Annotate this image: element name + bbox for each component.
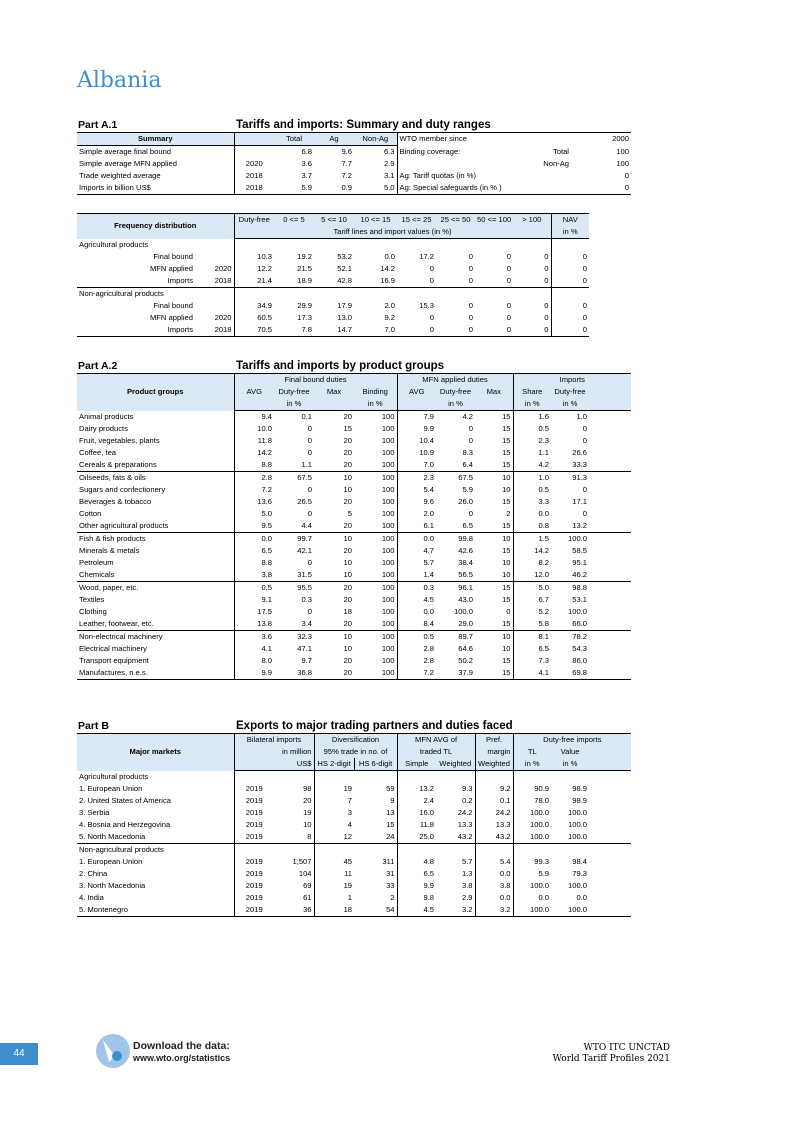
group-row: Non-agricultural products	[77, 844, 631, 857]
frequency-table: Frequency distribution Duty-free 0 <= 5 5 <= 10 10 <= 15 15 <= 25 25 <= 50 50 <= 100 > 100 NAV Tariff lines and import values (in %) in % Agricultural products Final bound 10.3 19.2 53.2 0.0 17.2 0 0 0 0 MFN applied 2020 12.2 21.5 52.1 14.2 0 0 0 0 0 Imports 2018 21.4 18.9 42.8 16.9 0 0 0 0 0 Non-agricultural products Final bound 34.9 29.9 17.9 2.0 15.3 0 0 0 0 MFN applied 2020 60.5 17.3 13.0 9.2 0 0 0 0 0 Imports 2018 70.5 7.8 14.7 7.0 0 0 0 0 0	[77, 213, 631, 337]
product-group-row: Beverages & tobacco 13.6 26.5 20 100 9.6 26.0 15 3.3 17.1	[79, 497, 588, 507]
frequency-row: Imports 2018 21.4 18.9 42.8 16.9 0 0 0 0 0	[77, 275, 631, 288]
frequency-row: MFN applied 2020 12.2 21.5 52.1 14.2 0 0 0 0 0	[149, 264, 587, 274]
col-total: Total	[274, 133, 314, 146]
frequency-row: Imports 2018 70.5 7.8 14.7 7.0 0 0 0 0 0	[77, 324, 631, 337]
product-group-row: Manufactures, n.e.s. 9.9 36.8 20 100 7.2 37.9 15 4.1 69.8	[77, 667, 631, 680]
market-row: 2. United States of America 2019 20 7 9 2.4 0.2 0.1 78.0 98.9	[79, 796, 588, 806]
market-row: 1. European Union 2019 1,507 45 311 4.8 5.7 5.4 99.3 98.4	[79, 857, 588, 867]
summary-row: Trade weighted average 2018 3.7 7.2 3.1 Ag: Tariff quotas (in %) 0	[79, 171, 629, 181]
market-row: 2. China 2019 104 11 31 6.5 1.3 0.0 5.9 79.3	[79, 869, 588, 879]
frequency-header-row: Frequency distribution Duty-free 0 <= 5 5 <= 10 10 <= 15 15 <= 25 25 <= 50 50 <= 100 > 100 NAV	[77, 214, 631, 227]
summary-header-row	[77, 133, 631, 146]
product-group-row: Oilseeds, fats & oils 2.8 67.5 10 100 2.3 67.5 10 1.0 91.3	[79, 473, 588, 483]
product-group-row: Clothing 17.5 0 18 100 0.0 100.0 0 5.2 100.0	[79, 607, 588, 617]
page-number: 44	[0, 1043, 38, 1065]
market-row: 5. North Macedonia 2019 8 12 24 25.0 43.2 43.2 100.0 100.0	[77, 831, 631, 844]
product-groups-label: Product groups	[77, 374, 234, 411]
product-group-row: Non-electrical machinery 3.6 32.3 10 100 0.5 89.7 10 8.1 78.2	[79, 632, 588, 642]
product-group-row: Cotton 5.0 0 5 100 2.0 0 2 0.0 0	[79, 509, 588, 519]
side-label: WTO member since	[397, 133, 513, 146]
frequency-row: Final bound 34.9 29.9 17.9 2.0 15.3 0 0 0 0	[153, 301, 587, 311]
page-title: Albania	[77, 68, 162, 93]
summary-header: Summary	[77, 133, 234, 146]
product-group-row: Transport equipment 8.0 9.7 20 100 2.8 50.2 15 7.3 86.0	[79, 656, 588, 666]
product-group-row: Minerals & metals 6.5 42.1 20 100 4.7 42.6 15 14.2 58.5	[79, 546, 588, 556]
group-row: Agricultural products	[77, 239, 631, 252]
product-group-row: Chemicals 3.8 31.5 10 100 1.4 56.5 10 12.0 46.2	[77, 569, 631, 582]
product-group-row: Fish & fish products 0.0 99.7 10 100 0.0 99.8 10 1.5 100.0	[79, 534, 588, 544]
product-group-row: Sugars and confectionery 7.2 0 10 100 5.4 5.9 10 0.5 0	[79, 485, 588, 495]
major-markets-label: Major markets	[77, 734, 234, 771]
col-nonag: Non-Ag	[354, 133, 397, 146]
product-group-row: Cereals & preparations 8.8 1.1 20 100 7.0 6.4 15 4.2 33.3	[77, 459, 631, 472]
part-a1-title: Tariffs and imports: Summary and duty ranges	[236, 119, 491, 131]
download-link[interactable]: www.wto.org/statistics	[133, 1053, 231, 1063]
product-group-row: Other agricultural products 9.5 4.4 20 100 6.1 6.5 15 0.8 13.2	[77, 520, 631, 533]
market-row: 3. Serbia 2019 19 3 13 16.0 24.2 24.2 100.0 100.0	[79, 808, 588, 818]
part-b-header	[77, 720, 631, 734]
product-group-row: Coffee, tea 14.2 0 20 100 10.9 8.3 15 1.1 26.6	[79, 448, 588, 458]
product-group-row: Electrical machinery 4.1 47.1 10 100 2.8 64.6 10 6.5 54.3	[79, 644, 588, 654]
product-group-row: Petroleum 8.8 0 10 100 5.7 38.4 10 8.2 95.1	[79, 558, 588, 568]
frequency-row: MFN applied 2020 60.5 17.3 13.0 9.2 0 0 0 0 0	[149, 313, 587, 323]
part-a2-label: Part A.2	[78, 360, 118, 372]
product-group-row: Leather, footwear, etc. 13.8 3.4 20 100 8.4 29.0 15 5.8 66.0	[77, 618, 631, 631]
summary-row: Imports in billion US$ 2018 5.9 0.9 5.0 Ag: Special safeguards (in % ) 0	[77, 182, 631, 195]
product-group-row: Wood, paper, etc. 0.5 95.5 20 100 0.3 96.1 15 5.0 98.8	[79, 583, 588, 593]
download-icon[interactable]	[95, 1032, 131, 1070]
part-a2-title: Tariffs and imports by product groups	[236, 360, 445, 372]
part-a1-label: Part A.1	[78, 119, 118, 131]
summary-row: Simple average final bound 6.8 9.6 6.3 Binding coverage: Total 100	[79, 146, 629, 157]
part-a1-header	[77, 119, 631, 133]
product-group-row: Fruit, vegetables, plants 11.8 0 20 100 10.4 0 15 2.3 0	[79, 436, 588, 446]
product-group-row: Dairy products 10.0 0 15 100 9.9 0 15 0.5 0	[79, 424, 588, 434]
footer-publication: World Tariff Profiles 2021	[552, 1054, 670, 1064]
product-group-row: Animal products 9.4 0.1 20 100 7.9 4.2 15 1.6 1.0	[79, 411, 588, 422]
download-label: Download the data:	[133, 1040, 230, 1052]
footer-org: WTO ITC UNCTAD	[583, 1043, 670, 1053]
product-groups-table: Product groups Final bound duties MFN applied duties Imports AVG Duty-free Max Binding AVG Duty-free Max Share Duty-free in % in % in % in % in % Animal products 9.4 0.1 20 100 7.9 4.2 15 1.6 1.0 Dairy products 10.0 0 15 100 9.9 0 15 0.5 0 Fruit, vegetables, plants 11.8 0 20 100 10.4 0 15 2.3 0 Coffee, tea 14.2 0 20 100 10.9 8.3 15 1.1 26.6 Cereals & preparations 8.8 1.1 20 100 7.0 6.4 15 4.2 33.3 Oilseeds, fats & oils 2.8 67.5 10 100 2.3 67.5 10 1.0 91.3 Sugars and confectionery 7.2 0 10 100 5.4 5.9 10 0.5 0 Beverages & tobacco 13.6 26.5 20 100 9.6 26.0 15 3.3 17.1 Cotton 5.0 0 5 100 2.0 0 2 0.0 0 Other agricultural products 9.5 4.4 20 100 6.1 6.5 15 0.8 13.2 Fish & fish products 0.0 99.7 10 100 0.0 99.8 10 1.5 100.0 Minerals & metals 6.5 42.1 20 100 4.7 42.6 15 14.2 58.5 Petroleum 8.8 0 10 100 5.7 38.4 10 8.2 95.1 Chemicals 3.8 31.5 10 100 1.4 56.5 10 12.0 46.2 Wood, paper, etc. 0.5 95.5 20 100 0.3 96.1 15 5.0 98.8 Textiles 9.1 0.3 20 100 4.5 43.0 15 6.7 53.1 Clothing 17.5 0 18 100 0.0 100.0 0 5.2 100.0 Leather, footwear, etc. 13.8 3.4 20 100 8.4 29.0 15 5.8 66.0 Non-electrical machinery 3.6 32.3 10 100 0.5 89.7 10 8.1 78.2 Electrical machinery 4.1 47.1 10 100 2.8 64.6 10 6.5 54.3 Transport equipment 8.0 9.7 20 100 2.8 50.2 15 7.3 86.0 Manufactures, n.e.s. 9.9 36.8 20 100 7.2 37.9 15 4.1 69.8	[77, 374, 631, 680]
group-row: Non-agricultural products	[77, 288, 631, 301]
product-group-row: Textiles 9.1 0.3 20 100 4.5 43.0 15 6.7 53.1	[79, 595, 588, 605]
side-value: 2000	[571, 133, 631, 146]
market-row: 1. European Union 2019 98 19 59 13.2 9.3 9.2 90.9 98.9	[79, 784, 588, 794]
market-row: 4. Bosnia and Herzegovina 2019 10 4 15 11.8 13.3 13.3 100.0 100.0	[79, 820, 588, 830]
summary-row: Simple average MFN applied 2020 3.6 7.7 2.9 Non-Ag 100	[79, 159, 629, 169]
col-ag: Ag	[314, 133, 354, 146]
group-row: Agricultural products	[77, 771, 631, 784]
frequency-label: Frequency distribution	[77, 214, 234, 239]
market-row: 3. North Macedonia 2019 69 19 33 9.9 3.8 3.8 100.0 100.0	[79, 881, 588, 891]
frequency-row: Final bound 10.3 19.2 53.2 0.0 17.2 0 0 0 0	[153, 252, 587, 262]
part-a2-header	[77, 360, 631, 374]
summary-table	[77, 133, 631, 195]
part-b-title: Exports to major trading partners and duties faced	[236, 720, 513, 732]
market-row: 4. India 2019 61 1 2 9.8 2.9 0.0 0.0 0.0	[79, 893, 588, 903]
part-b-label: Part B	[78, 720, 109, 732]
market-row: 5. Montenegro 2019 36 18 54 4.5 3.2 3.2 100.0 100.0	[77, 904, 631, 917]
frequency-subheader: Tariff lines and import values (in %)	[234, 226, 551, 239]
major-markets-table: Major markets Bilateral imports Diversification MFN AVG of Pref. Duty-free imports in million 95% trade in no. of traded TL margin TL Value US$ HS 2-digit HS 6-digit Simple Weighted Weighted in % in % Agricultural products 1. European Union 2019 98 19 59 13.2 9.3 9.2 90.9 98.9 2. United States of America 2019 20 7 9 2.4 0.2 0.1 78.0 98.9 3. Serbia 2019 19 3 13 16.0 24.2 24.2 100.0 100.0 4. Bosnia and Herzegovina 2019 10 4 15 11.8 13.3 13.3 100.0 100.0 5. North Macedonia 2019 8 12 24 25.0 43.2 43.2 100.0 100.0 Non-agricultural products 1. European Union 2019 1,507 45 311 4.8 5.7 5.4 99.3 98.4 2. China 2019 104 11 31 6.5 1.3 0.0 5.9 79.3 3. North Macedonia 2019 69 19 33 9.9 3.8 3.8 100.0 100.0 4. India 2019 61 1 2 9.8 2.9 0.0 0.0 0.0 5. Montenegro 2019 36 18 54 4.5 3.2 3.2 100.0 100.0	[77, 734, 631, 917]
